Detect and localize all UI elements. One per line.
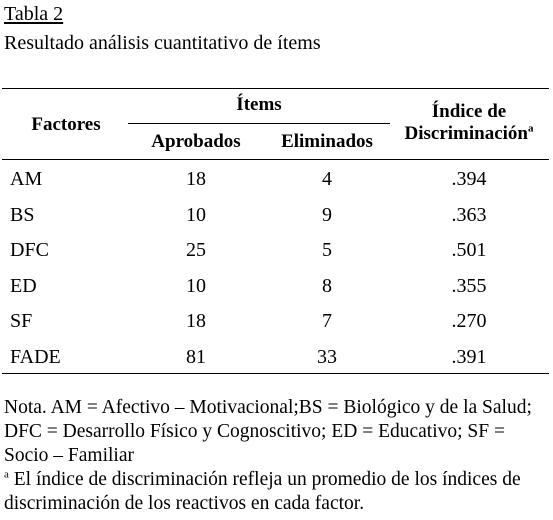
table-row [0, 235, 553, 271]
header-indice-superscript: a [528, 122, 534, 135]
cell-factor: ED [10, 274, 37, 297]
table-body [0, 164, 553, 378]
cell-aprobados: 18 [186, 168, 206, 190]
header-indice-line2-wrap [394, 123, 544, 145]
table-notes [4, 396, 549, 516]
cell-indice: .501 [451, 239, 487, 262]
note-line: DFC = Desarrollo Físico y Cognoscitivo; ED = Educativo; SF = [4, 421, 505, 442]
cell-eliminados: 8 [322, 274, 332, 297]
cell-factor: FADE [10, 345, 61, 368]
cell-aprobados: 81 [186, 345, 206, 368]
header-indice-line1: Índice de [431, 101, 507, 122]
cell-factor: BS [10, 203, 35, 226]
cell-factor: AM [10, 168, 43, 190]
cell-indice: .355 [451, 274, 487, 297]
table-bottom-rule [2, 373, 549, 374]
cell-eliminados: 7 [322, 310, 332, 333]
note-line: Nota. AM = Afectivo – Motivacional;BS = Biológico y de la Salud; [4, 397, 532, 418]
header-items: Ítems [236, 94, 282, 115]
cell-indice: .363 [451, 203, 487, 226]
table-row [0, 164, 553, 200]
header-eliminados: Eliminados [281, 131, 373, 152]
footnote-text: El índice de discriminación refleja un promedio de los índices de [8, 469, 521, 490]
cell-eliminados: 4 [322, 168, 332, 190]
table-top-rule [2, 88, 549, 89]
cell-aprobados: 10 [186, 274, 206, 297]
table-row [0, 306, 553, 342]
header-indice-line2: Discriminación [404, 123, 528, 144]
header-aprobados: Aprobados [151, 131, 241, 152]
table-label: Tabla 2 [4, 3, 64, 25]
cell-indice: .270 [451, 310, 487, 333]
header-factores: Factores [31, 114, 101, 135]
cell-factor: DFC [10, 239, 49, 262]
cell-aprobados: 25 [186, 239, 206, 262]
cell-aprobados: 18 [186, 310, 206, 333]
table-row [0, 200, 553, 236]
cell-factor: SF [10, 310, 33, 333]
footnote-line [4, 468, 549, 492]
cell-eliminados: 5 [322, 239, 332, 262]
cell-indice: .391 [451, 345, 487, 368]
header-indice-discriminacion [394, 101, 544, 145]
note-line: discriminación de los reactivos en cada factor. [4, 493, 365, 514]
table-header-rule [2, 159, 549, 160]
items-header-rule [128, 123, 390, 124]
note-line: Socio – Familiar [4, 445, 134, 466]
cell-indice: .394 [451, 168, 487, 190]
table-row [0, 271, 553, 307]
cell-eliminados: 33 [317, 345, 337, 368]
cell-aprobados: 10 [186, 203, 206, 226]
table-title: Resultado análisis cuantitativo de ítems [4, 32, 321, 54]
footnote-marker: a [4, 468, 9, 481]
cell-eliminados: 9 [322, 203, 332, 226]
